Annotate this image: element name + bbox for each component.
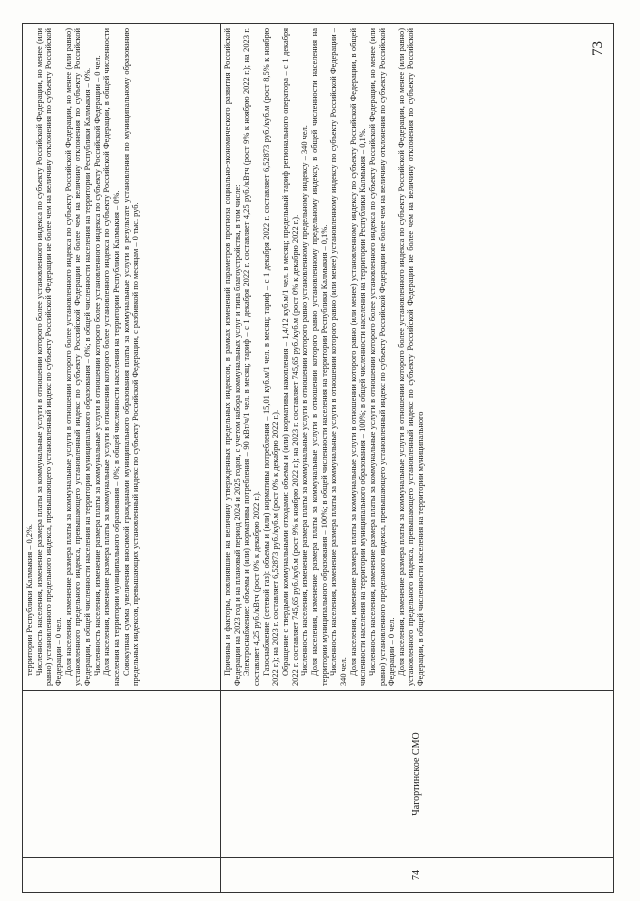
description-paragraph: Численность населения, изменение размера платы за коммунальные услуги в отношении которого более установленного индекса по субъекту Российской Федерации – 0 чел. <box>92 55 102 676</box>
description-paragraph: Доля населения, изменение размера платы за коммунальные услуги в отношении которого более установленного индекса по субъекту Российской Федерации, но менее (или равно) установленного предельного индекса, превышающего установленный индекс по субъекту Российской Федерации не более чем на величину отклонения по субъекту Российской Федерации, в общей численности населения на территории муниципального образования – 0%; в общей численности населения на территории Республики Калмыкия – 0%. <box>63 28 92 686</box>
description-paragraph: Электроснабжение: объемы и (или) нормативы потребления – 90 кВт/ч/1 чел. в месяц; тариф – с 1 декабря 2022 г. составляет 4,25 руб./кВтч (рост 9% к ноябрю 2022 г.); на 2023 г. составляет 4,25 руб./кВтч (рост 0% к декабрю 2022 г.). <box>242 28 261 686</box>
description-paragraph: Причины и факторы, повлиявшие на величину утвержденных предельных индексов, в рамках изменений параметров прогноза социально-экономического развития Российской Федерации на 2023 год и на плановый период 2024 и 2025 годов, с учетом набора коммунальных услуг и типа благоустройства, в том числе: <box>223 28 242 686</box>
index-table <box>22 23 614 893</box>
table-row <box>221 24 614 893</box>
description-paragraph: Доля населения, изменение размера платы за коммунальные услуги в отношении которого более установленного индекса по субъекту Российской Федерации, но менее (или равно) установленного предельного индекса, превышающего установленный индекс по субъекту Российской Федерации не более чем на величину отклонения по субъекту Российской Федерации, в общей численности населения на территории муниципального <box>396 28 426 686</box>
description-paragraph: Доля населения, изменение размера платы за коммунальные услуги в отношении которого равно установленному предельному индексу, в общей численности населения на территории муниципального образования – 100%; в общей численности населения на территории Республики Калмыкия – 0,1%. <box>309 28 329 686</box>
description-paragraph: Обращение с твердыми коммунальными отходами: объемы и (или) нормативы накопления – 1,4/12 куб.м/1 чел. в месяц; предельный тариф регионального оператора – с 1 декабря 2022 г. составляет 745,65 руб./куб.м (рост 9% к ноябрю 2022 г.); на 2023 г. составляет 745,65 руб./куб.м (рост 0% к декабрю 2022 г.). <box>280 28 300 686</box>
municipality-name-cell: Чагортинское СМО <box>221 691 614 858</box>
description-paragraph: Численность населения, изменение размера платы за коммунальные услуги в отношении которого более установленного индекса по субъекту Российской Федерации, но менее (или равно) установленного предельного индекса, превышающего установленный индекс по субъекту Российской Федерации не более чем на величину отклонения по субъекту Российской Федерации – 0 чел. <box>367 28 397 686</box>
description-paragraph: Газоснабжение (сетевой газ): объемы и (или) нормативы потребления – 15,01 куб.м/1 чел. в месяц; тариф – с 1 декабря 2022 г. составляет 6,52873 руб./куб.м (рост 8,5% к ноябрю 2022 г.); на 2023 г. составляет 6,52873 руб./куб.м (рост 0% к декабрю 2022 г.). <box>261 28 281 686</box>
description-cell <box>23 24 221 691</box>
page-number: 73 <box>590 41 606 56</box>
municipality-name-cell <box>23 691 221 858</box>
row-number-cell <box>23 858 221 893</box>
description-paragraph: Совокупная сумма увеличения вносимой гражданами муниципального образования платы за коммунальные услуги в результате установления по муниципальному образованию предельных индексов, превышающих установленный индекс по субъекту Российской Федерации, с разбивкой по месяцам – 0 тыс. руб. <box>121 28 141 686</box>
table-row <box>23 24 221 893</box>
description-paragraph: Доля населения, изменение размера платы за коммунальные услуги в отношении которого более установленного индекса по субъекту Российской Федерации, в общей численности населения на территории муниципального образования – 0%; в общей численности населения на территории Республики Калмыкия – 0%. <box>102 28 121 686</box>
description-cell <box>221 24 614 691</box>
description-paragraph: Доля населения, изменение размера платы за коммунальные услуги в отношении которого равно (или менее) установленному индексу по субъекту Российской Федерации, в общей численности населения на территории муниципального образования – 100%; в общей численности населения на территории Республики Калмыкия – 0,1%. <box>348 28 368 686</box>
row-number-cell: 74 <box>221 858 614 893</box>
description-paragraph: Численность населения, изменение размера платы за коммунальные услуги в отношении которого равно установленному предельному индексу – 340 чел. <box>300 125 310 676</box>
description-paragraph: Численность населения, изменение размера платы за коммунальные услуги в отношении которого более установленного индекса по субъекту Российской Федерации, но менее (или равно) установленного предельного индекса, превышающего установленный индекс по субъекту Российской Федерации не более чем на величину отклонения по субъекту Российской Федерации – 0 чел. <box>34 28 63 686</box>
description-paragraph: Численность населения, изменение размера платы за коммунальные услуги в отношении которого равно (или менее) установленному индексу по субъекту Российской Федерации – 340 чел. <box>329 28 348 686</box>
description-paragraph: территории Республики Калмыкия – 0,2%. <box>25 523 34 676</box>
